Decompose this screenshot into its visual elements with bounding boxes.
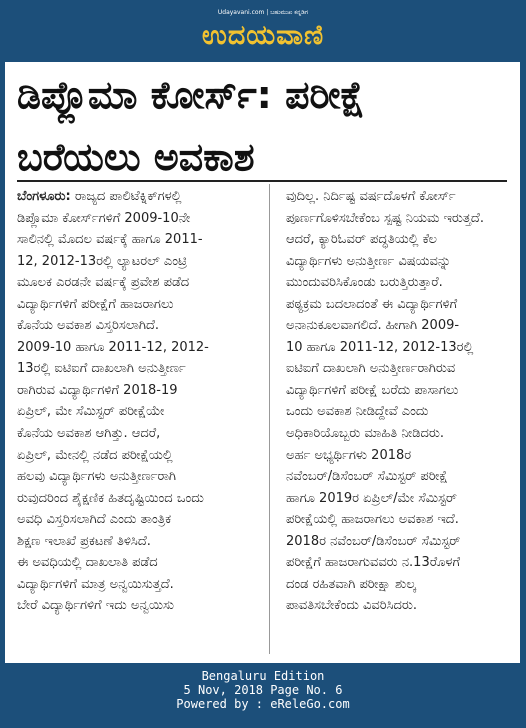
article-line: ಮೂಲಕ ಎರಡನೇ ವರ್ಷಕ್ಕೆ ಪ್ರವೇಶ ಪಡೆದ [17, 275, 190, 291]
article-line: ಪರೀಕ್ಷೆಗೆ ಹಾಜರಾಗುವವರು ನ.13ರೊಳಗೆ [286, 555, 461, 571]
article-line: ಡಿಪ್ಲೊಮಾ ಕೋರ್ಸ್‌ಗಳಿಗೆ 2009-10ನೇ [17, 210, 191, 226]
headline-line-1: ಡಿಪ್ಲೊಮಾ ಕೋರ್ಸ್‌: ಪರೀಕ್ಷೆ [17, 73, 365, 117]
masthead-tagline: Udayavani.com | ಬಹುಮುಖ ಕನ್ನಡಿಗ [217, 9, 309, 16]
article-line: ಆದರೆ, ಕ್ಯಾರಿಓವರ್ ಪದ್ಧತಿಯಲ್ಲಿ ಕೆಲ [286, 232, 437, 248]
article-line: ಅನಾನುಕೂಲವಾಗಲಿದೆ. ಹೀಗಾಗಿ 2009- [286, 318, 460, 334]
article-line: ರುವುದರಿಂದ ಶೈಕ್ಷಣಿಕ ಹಿತದೃಷ್ಟಿಯಿಂದ ಒಂದು [17, 490, 204, 506]
article-line: ವಿದ್ಯಾರ್ಥಿಗಳಿಗೆ ಪರೀಕ್ಷೆ ಬರೆದು ಪಾಸಾಗಲು [286, 382, 459, 398]
column-divider [269, 184, 270, 654]
article-line: ರಾಗಿರುವ ವಿದ್ಯಾರ್ಥಿಗಳಿಗೆ 2018-19 [17, 382, 178, 398]
article-line: ವಿದ್ಯಾರ್ಥಿಗಳಿಗೆ ಮಾತ್ರ ಅನ್ವಯಿಸುತ್ತದೆ. [17, 576, 174, 592]
powered-by-link[interactable]: Powered by : eReleGo.com [176, 697, 350, 711]
article-line: ಕೊನೆಯ ಅವಕಾಶ ಆಗಿತ್ತು. ಆದರೆ, [17, 426, 161, 442]
article-line: ಅಧಿಕಾರಿಯೊಬ್ಬರು ಮಾಹಿತಿ ನೀಡಿದರು. [286, 426, 445, 442]
article-column-left [17, 186, 245, 617]
headline-rule [17, 180, 507, 182]
article-line: ಸಾಲಿನಲ್ಲಿ ಮೊದಲ ವರ್ಷಕ್ಕೆ ಹಾಗೂ 2011- [17, 232, 203, 248]
article-line: ಪೂರ್ಣಗೊಳಿಸಬೇಕೆಂಬ ಸ್ಪಷ್ಟ ನಿಯಮ ಇರುತ್ತದೆ. [286, 210, 484, 226]
article-line: ಐಟಿಐಗೆ ದಾಖಲಾಗಿ ಅನುತ್ತೀರ್ಣರಾಗಿರುವ [286, 361, 456, 377]
article-line: ಏಪ್ರಿಲ್, ಮೇನಲ್ಲಿ ನಡೆದ ಪರೀಕ್ಷೆಯಲ್ಲಿ [17, 447, 173, 463]
article-line: ಒಂದು ಅವಕಾಶ ನೀಡಿದ್ದೇವೆ ಎಂದು [286, 404, 429, 420]
article-line: ಪರೀಕ್ಷೆಯಲ್ಲಿ ಹಾಜರಾಗಲು ಅವಕಾಶ ಇದೆ. [286, 512, 459, 528]
article-line: 2018ರ ನವೆಂಬರ್/ಡಿಸೆಂಬರ್ ಸೆಮಿಸ್ಟರ್ [286, 533, 461, 549]
article-line: ಅವಧಿ ವಿಸ್ತರಿಸಲಾಗಿದೆ ಎಂದು ತಾಂತ್ರಿಕ [17, 512, 172, 528]
article-line: ಪಠ್ಯಕ್ರಮ ಬದಲಾದಂತೆ ಈ ವಿದ್ಯಾರ್ಥಿಗಳಿಗೆ [286, 296, 458, 312]
article-line: ನವೆಂಬರ್/ಡಿಸೆಂಬರ್ ಸೆಮಿಸ್ಟರ್ ಪರೀಕ್ಷೆ [286, 469, 448, 485]
article-line: 12, 2012-13ರಲ್ಲಿ ಲ್ಯಾಟರಲ್ ಎಂಟ್ರಿ [17, 253, 188, 269]
article-line: ಶಿಕ್ಷಣ ಇಲಾಖೆ ಪ್ರಕಟಣೆ ತಿಳಿಸಿದೆ. [17, 533, 151, 549]
article-line: ವಿದ್ಯಾರ್ಥಿಗಳಿಗೆ ಪರೀಕ್ಷೆಗೆ ಹಾಜರಾಗಲು [17, 296, 174, 312]
article-line: 10 ಹಾಗೂ 2011-12, 2012-13ರಲ್ಲಿ [286, 339, 474, 355]
news-clipping [5, 62, 520, 663]
dateline: ಬೆಂಗಳೂರು: [17, 189, 71, 204]
article-line: ಏಪ್ರಿಲ್, ಮೇ ಸೆಮಿಸ್ಟರ್ ಪರೀಕ್ಷೆಯೇ [17, 404, 165, 420]
article-line: ಮುಂದುವರಿಸಿಕೊಂಡು ಬರುತ್ತಿರುತ್ತಾರೆ. [286, 275, 443, 291]
article-line: ವುದಿಲ್ಲ. ನಿರ್ದಿಷ್ಟ ವರ್ಷದೊಳಗೆ ಕೋರ್ಸ್‌ [286, 189, 456, 204]
article-line: ಅರ್ಹ ಅಭ್ಯರ್ಥಿಗಳು 2018ರ [286, 447, 412, 463]
article-line: ದಂಡ ರಹಿತವಾಗಿ ಪರೀಕ್ಷಾ ಶುಲ್ಕ [286, 576, 416, 592]
masthead [0, 0, 526, 58]
newspaper-logo: ಉದಯವಾಣಿ [201, 20, 325, 51]
article-line: ಬೆಂಗಳೂರು: ರಾಜ್ಯದ ಪಾಲಿಟೆಕ್ನಿಕ್‌ಗಳಲ್ಲಿ [17, 189, 182, 204]
headline-line-2: ಬರೆಯಲು ಅವಕಾಶ [17, 135, 255, 179]
article-line: ವಿದ್ಯಾರ್ಥಿಗಳು ಅನುತ್ತೀರ್ಣ ವಿಷಯವನ್ನು [286, 253, 452, 269]
edition-footer [0, 669, 526, 728]
article-line: ಬೇರೆ ವಿದ್ಯಾರ್ಥಿಗಳಿಗೆ ಇದು ಅನ್ವಯಿಸು [17, 598, 175, 614]
article-line: ಹಲವು ವಿದ್ಯಾರ್ಥಿಗಳು ಅನುತ್ತೀರ್ಣರಾಗಿ [17, 469, 177, 485]
article-line: ಈ ಅವಧಿಯಲ್ಲಿ ದಾಖಲಾತಿ ಪಡೆದ [17, 555, 158, 571]
article-line: 2009-10 ಹಾಗೂ 2011-12, 2012- [17, 339, 209, 355]
edition-date-page: 5 Nov, 2018 Page No. 6 [183, 683, 343, 697]
edition-name: Bengaluru Edition [201, 669, 325, 683]
article-column-right [286, 186, 514, 617]
article-line: ಪಾವತಿಸಬೇಕೆಂದು ವಿವರಿಸಿದರು. [286, 598, 418, 614]
article-line: 13ರಲ್ಲಿ ಐಟಿಐಗೆ ದಾಖಲಾಗಿ ಅನುತ್ತೀರ್ಣ [17, 361, 186, 377]
article-line: ಕೊನೆಯ ಅವಕಾಶ ವಿಸ್ತರಿಸಲಾಗಿದೆ. [17, 318, 159, 334]
article-line: ಹಾಗೂ 2019ರ ಏಪ್ರಿಲ್/ಮೇ ಸೆಮಿಸ್ಟರ್ [286, 490, 457, 506]
